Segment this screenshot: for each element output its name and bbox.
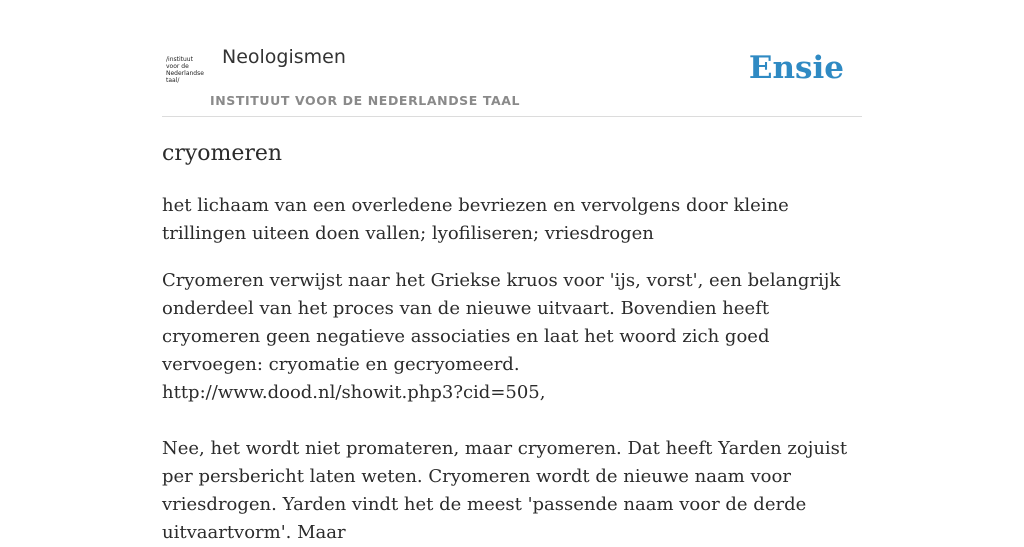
site-header [162,40,862,117]
example-source: http://www.dood.nl/showit.php3?cid=505, [162,382,546,403]
entry-examples [162,267,862,547]
entry-content [162,136,862,547]
ivdnt-logo[interactable]: /instituut voor de Nederlandse taal/ [166,56,204,84]
paragraph-gap [162,407,862,435]
entry-title: cryomeren [162,141,283,166]
institute-subtitle: INSTITUUT VOOR DE NEDERLANDSE TAAL [210,93,521,108]
example-text: Cryomeren verwijst naar het Griekse kruos voor 'ijs, vorst', een belangrijk onderdeel van het proces van de nieuwe uitvaart. Bovendien heeft cryomeren geen negatieve associaties en laat het woord zich goed vervoegen: cryomatie en gecryomeerd. [162,270,841,375]
ensie-logo-link[interactable]: Ensie [748,50,844,86]
site-title-link[interactable]: Neologismen [222,46,346,68]
entry-definition: het lichaam van een overledene bevriezen en vervolgens door kleine trillingen uiteen doen vallen; lyofiliseren; vriesdrogen [162,195,789,244]
example-text-2: Nee, het wordt niet promateren, maar cryomeren. Dat heeft Yarden zojuist per persbericht laten weten. Cryomeren wordt de nieuwe naam voor vriesdrogen. Yarden vindt het de meest 'passende naam voor de derde uitvaartvorm'. Maar [162,438,848,543]
